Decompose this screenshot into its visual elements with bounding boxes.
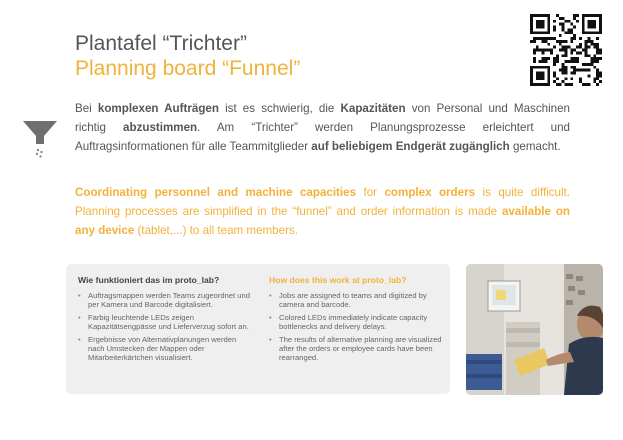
emphasis-text: complex orders — [384, 186, 476, 199]
emphasis-text: Coordinating personnel and machine capacities — [75, 186, 357, 199]
info-heading-german: Wie funktioniert das im proto_lab? — [78, 275, 220, 285]
list-item: • Jobs are assigned to teams and digitized by camera and barcode. — [269, 291, 445, 310]
list-item: • Farbig leuchtende LEDs zeigen Kapazitätsengpässe und Lieferverzug sofort an. — [78, 313, 254, 332]
list-item: • The results of alternative planning are visualized after the orders or employee cards have been rearranged. — [269, 335, 445, 363]
body-text: ist es schwierig, die — [218, 102, 341, 115]
description-german — [75, 99, 570, 156]
body-text: for — [356, 186, 385, 199]
emphasis-text: komplexen Aufträgen — [97, 102, 219, 115]
list-item: • Colored LEDs immediately indicate capacity bottlenecks and delivery delays. — [269, 313, 445, 332]
list-item: • Auftragsmappen werden Teams zugeordnet und per Kamera und Barcode digitalisiert. — [78, 291, 254, 310]
title-english: Planning board “Funnel” — [75, 57, 301, 80]
info-heading-english: How does this work at proto_lab? — [269, 275, 407, 285]
qr-code[interactable] — [530, 14, 602, 86]
photo-planning-board — [466, 264, 603, 395]
emphasis-text: Kapazitäten — [340, 102, 406, 115]
info-list-german — [78, 291, 254, 363]
emphasis-text: auf beliebigem Endgerät zugänglich — [311, 140, 510, 153]
list-item: • Ergebnisse von Alternativplanungen werden nach Umstecken der Mappen oder Mitarbeiterkärtchen visualisiert. — [78, 335, 254, 363]
emphasis-text: abzustimmen — [123, 121, 198, 134]
title-german: Plantafel “Trichter” — [75, 32, 247, 55]
funnel-icon — [22, 119, 58, 161]
emphasis-text: available on any device — [75, 205, 570, 237]
info-list-english — [269, 291, 445, 363]
body-text: gemacht. — [509, 140, 561, 153]
body-text: is quite difficult. Planning processes are simplified in the “funnel” and order information is made — [75, 186, 571, 218]
info-box — [66, 264, 450, 394]
description-english — [75, 183, 570, 240]
body-text: . Am “Trichter” werden Planungsprozesse erleichtert und Auftragsinformationen für alle Teammitglieder — [75, 121, 571, 153]
body-text: Bei — [75, 102, 98, 115]
body-text: (tablet,...) to all team members. — [134, 224, 298, 237]
body-text: von Personal und Maschinen richtig — [75, 102, 570, 134]
info-column-english — [269, 275, 445, 366]
info-column-german — [78, 275, 254, 366]
